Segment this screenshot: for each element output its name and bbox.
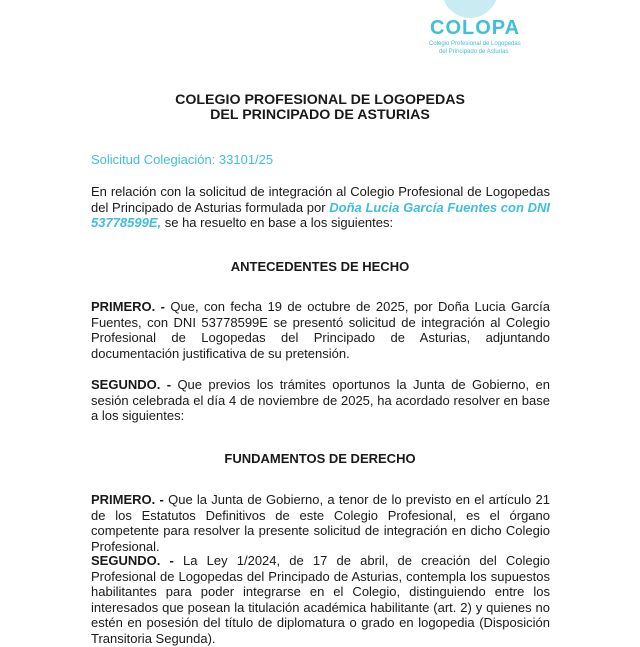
clause-text: Que, con fecha 19 de octubre de 2025, por Doña Lucia García Fuentes, con DNI 53778599E se presentó solicitud de integración al Colegio Profesional de Logopedas del Principado de Asturias, adjuntando documentación justificativa de su pretensión.: [91, 299, 550, 361]
clause-label: SEGUNDO. -: [91, 377, 172, 392]
clause-label: PRIMERO. -: [91, 492, 164, 507]
fundamento-segundo: [91, 553, 550, 647]
intro-paragraph: [91, 184, 550, 231]
logo-subtitle-line1: Colegio Profesional de Logopedas: [429, 41, 521, 47]
clause-label: SEGUNDO. -: [91, 553, 174, 568]
clause-text: La Ley 1/2024, de 17 de abril, de creación del Colegio Profesional de Logopedas del Principado de Asturias, contempla los supuestos habilitantes para poder integrarse en el Colegio, distinguiendo entre los interesados que posean la titulación académica habilitante (art. 2) y quienes no estén en posesión del título de diplomatura o grado en logopedia (Disposición Transitoria Segunda).: [91, 553, 550, 646]
solicitud-number: Solicitud Colegiación: 33101/25: [91, 152, 274, 167]
section-heading-antecedentes: ANTECEDENTES DE HECHO: [230, 259, 410, 274]
clause-text: Que previos los trámites oportunos la Junta de Gobierno, en sesión celebrada el día 4 de noviembre de 2025, ha acordado resolver en base a los siguientes:: [91, 377, 550, 424]
antecedente-segundo: [91, 377, 550, 424]
applicant-highlight: Doña Lucia García Fuentes con DNI 53778599E,: [91, 199, 550, 231]
intro-text-after: se ha resuelto en base a los siguientes:: [161, 215, 394, 231]
clause-label: PRIMERO. -: [91, 299, 166, 314]
document-title-line1: COLEGIO PROFESIONAL DE LOGOPEDAS: [175, 92, 465, 108]
document-title-line2: DEL PRINCIPADO DE ASTURIAS: [210, 107, 430, 123]
clause-text: Que la Junta de Gobierno, a tenor de lo previsto en el artículo 21 de los Estatutos Definitivos de este Colegio Profesional, es el órgano competente para resolver la presente solicitud de integración en dicho Colegio Profesional.: [91, 492, 550, 554]
logo-subtitle: [429, 41, 521, 56]
fundamento-primero: [91, 492, 550, 554]
logo-name: COLOPA: [430, 17, 521, 39]
antecedente-primero: [91, 299, 550, 361]
section-heading-fundamentos: FUNDAMENTOS DE DERECHO: [224, 451, 416, 466]
logo-emblem: [442, 0, 498, 18]
colopa-logo: [420, 0, 520, 60]
logo-subtitle-line2: del Principado de Asturias: [439, 48, 509, 55]
intro-text-before: En relación con la solicitud de integración al Colegio Profesional de Logopedas del Principado de Asturias formulada por: [91, 184, 550, 215]
